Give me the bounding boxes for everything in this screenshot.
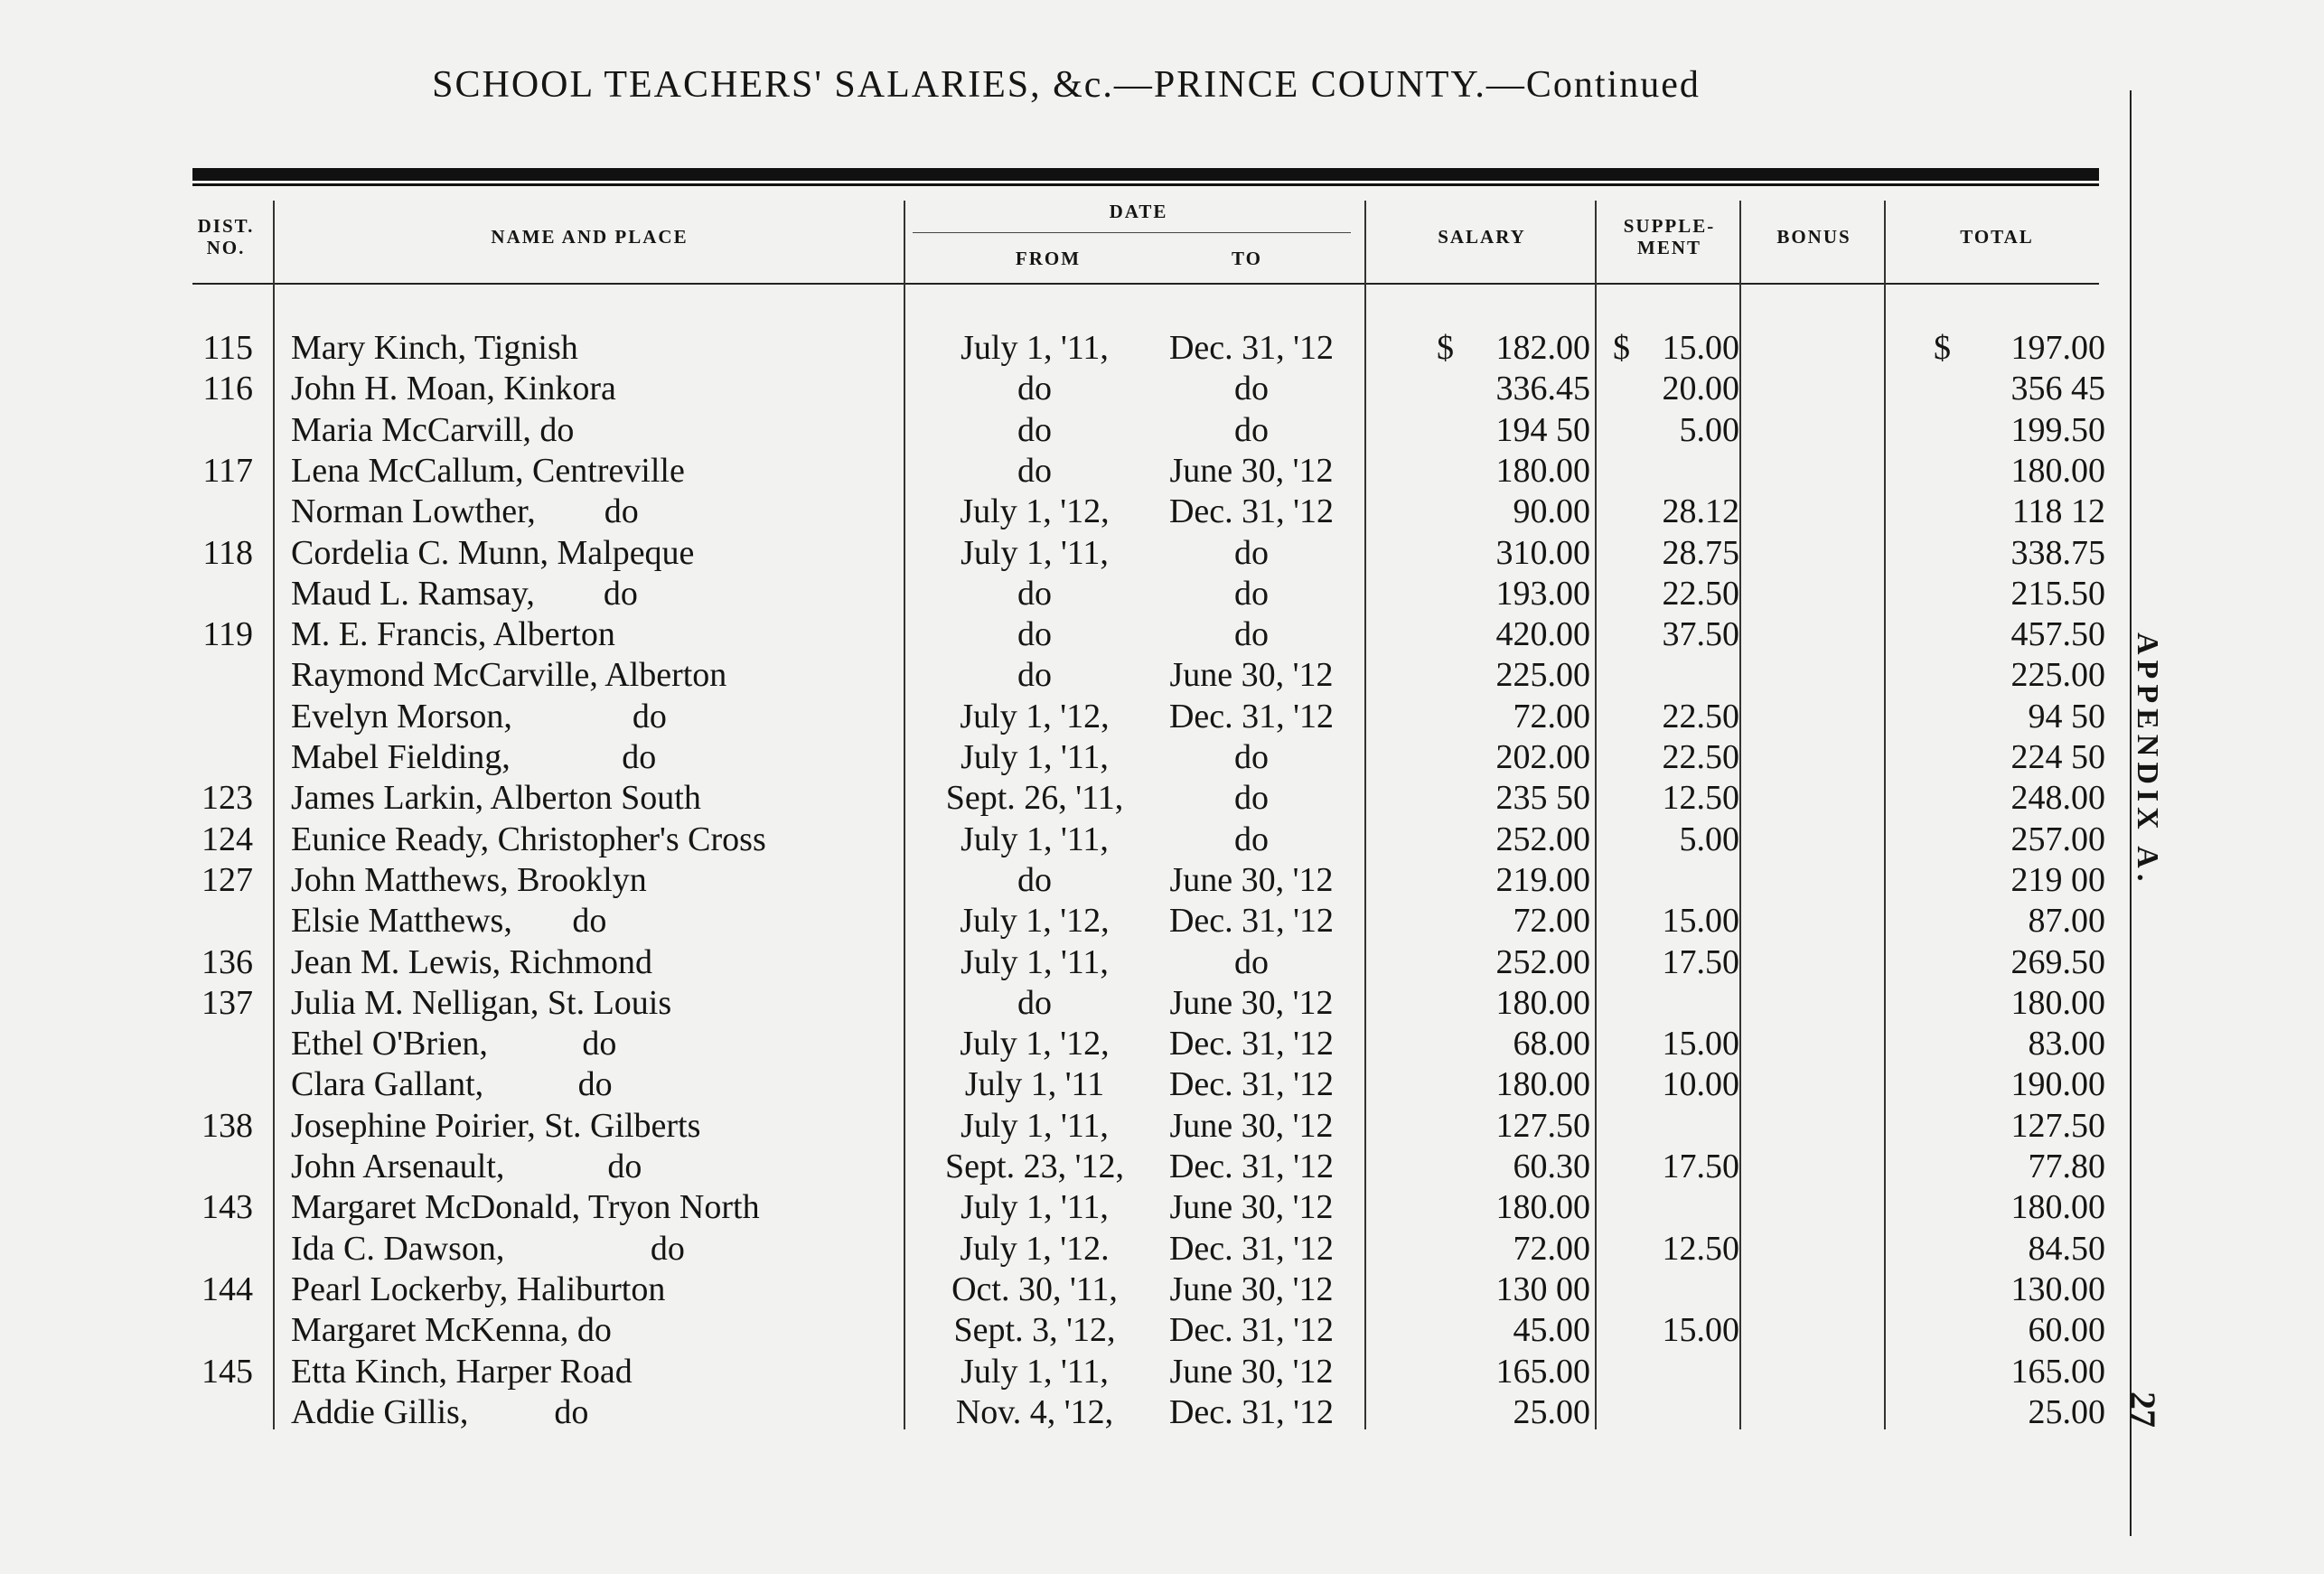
total-cell: 199.50 (2010, 410, 2105, 449)
dist-cell: 143 (201, 1188, 253, 1227)
name-place-cell: Pearl Lockerby, Haliburton (291, 1270, 666, 1308)
name-place-cell: Josephine Poirier, St. Gilberts (291, 1106, 701, 1145)
date-from-cell: do (1017, 615, 1052, 654)
dist-cell: 116 (202, 370, 253, 408)
page-title: SCHOOL TEACHERS' SALARIES, &c.—PRINCE COUNTY.—Continued (432, 64, 1701, 106)
date-to-cell: Dec. 31, '12 (1168, 1229, 1335, 1268)
table-row (0, 410, 2132, 451)
date-from-cell: Nov. 4, '12, (955, 1392, 1114, 1431)
name-place-cell: Maud L. Ramsay, do (291, 574, 638, 613)
total-cell: 338.75 (2010, 533, 2105, 572)
name-place-cell: Julia M. Nelligan, St. Louis (291, 983, 672, 1022)
header-bonus: BONUS (1776, 226, 1851, 248)
table-row (0, 737, 2132, 778)
name-place-cell: Margaret McKenna, do (291, 1311, 612, 1350)
date-from-cell: July 1, '12, (960, 902, 1110, 941)
supplement-cell: 5.00 (1679, 410, 1739, 449)
date-to-cell: Dec. 31, '12 (1168, 1065, 1335, 1104)
name-place-cell: Cordelia C. Munn, Malpeque (291, 533, 695, 572)
date-from-cell: July 1, '11, (961, 738, 1109, 776)
table-row (0, 1024, 2132, 1064)
supplement-cell: 10.00 (1662, 1065, 1739, 1104)
page-number: 27 (2123, 1391, 2163, 1428)
name-place-cell: John Arsenault, do (291, 1148, 642, 1185)
date-to-cell: do (1234, 942, 1269, 981)
salary-cell: 45.00 (1513, 1311, 1590, 1350)
header-dist: DIST. NO. (197, 215, 255, 258)
name-place-cell: Evelyn Morson, do (291, 697, 667, 735)
date-to-cell: do (1234, 820, 1269, 858)
name-place-cell: Clara Gallant, do (291, 1065, 613, 1104)
total-cell: 269.50 (2010, 942, 2105, 981)
total-cell: 180.00 (2010, 451, 2105, 490)
total-cell: 190.00 (2010, 1065, 2105, 1104)
table-row (0, 1187, 2132, 1228)
supplement-cell: 28.12 (1662, 492, 1739, 531)
date-from-cell: July 1, '11, (961, 820, 1109, 858)
table-row (0, 655, 2132, 696)
salary-cell: 60.30 (1513, 1148, 1590, 1185)
dist-cell: 119 (202, 615, 253, 654)
date-from-cell: July 1, '12, (960, 492, 1110, 531)
top-thick-rule (192, 168, 2099, 181)
total-cell: 84.50 (2028, 1229, 2105, 1268)
supplement-cell: 28.75 (1662, 533, 1739, 572)
date-from-cell: Sept. 3, '12, (953, 1311, 1116, 1350)
total-cell: 219 00 (2010, 860, 2105, 899)
date-to-cell: do (1234, 410, 1269, 449)
date-to-cell: June 30, '12 (1169, 451, 1334, 490)
name-place-cell: Elsie Matthews, do (291, 902, 607, 941)
date-to-cell: June 30, '12 (1169, 983, 1334, 1022)
header-bottom-rule (192, 283, 2099, 285)
date-from-cell: July 1, '11, (961, 942, 1109, 981)
date-to-cell: Dec. 31, '12 (1168, 697, 1335, 735)
total-cell: 83.00 (2028, 1025, 2105, 1063)
total-cell: 94 50 (2028, 697, 2105, 735)
table-row (0, 1229, 2132, 1270)
date-to-cell: Dec. 31, '12 (1168, 492, 1335, 531)
dollar-sign-total: $ (1934, 329, 1951, 367)
header-name: NAME AND PLACE (491, 226, 689, 248)
table-row (0, 574, 2132, 614)
name-place-cell: Lena McCallum, Centreville (291, 451, 685, 490)
date-from-cell: July 1, '11, (961, 1352, 1109, 1391)
supplement-cell: 22.50 (1662, 738, 1739, 776)
date-from-cell: Sept. 23, '12, (945, 1148, 1124, 1185)
salary-cell: 180.00 (1495, 1065, 1590, 1104)
date-from-cell: do (1017, 370, 1052, 408)
total-cell: 356 45 (2010, 370, 2105, 408)
total-cell: 127.50 (2010, 1106, 2105, 1145)
date-from-cell: Sept. 26, '11, (945, 779, 1124, 818)
total-cell: 130.00 (2010, 1270, 2105, 1308)
table-row (0, 1352, 2132, 1392)
dist-cell: 118 (202, 533, 253, 572)
name-place-cell: Ethel O'Brien, do (291, 1025, 617, 1063)
name-place-cell: James Larkin, Alberton South (291, 779, 701, 818)
date-from-cell: July 1, '12. (960, 1229, 1110, 1268)
table-row (0, 492, 2132, 532)
name-place-cell: Jean M. Lewis, Richmond (291, 942, 653, 981)
salary-cell: 165.00 (1495, 1352, 1590, 1391)
name-place-cell: John H. Moan, Kinkora (291, 370, 616, 408)
table-row (0, 614, 2132, 655)
salary-cell: 310.00 (1495, 533, 1590, 572)
salary-cell: 193.00 (1495, 574, 1590, 613)
total-cell: 457.50 (2010, 615, 2105, 654)
salary-cell: 72.00 (1513, 1229, 1590, 1268)
total-cell: 257.00 (2010, 820, 2105, 858)
total-cell: 225.00 (2010, 656, 2105, 695)
date-to-cell: Dec. 31, '12 (1168, 329, 1335, 367)
salary-cell: 202.00 (1495, 738, 1590, 776)
top-thin-rule (192, 183, 2099, 186)
total-cell: 197.00 (2010, 329, 2105, 367)
table-row (0, 860, 2132, 901)
date-from-cell: do (1017, 860, 1052, 899)
total-cell: 180.00 (2010, 983, 2105, 1022)
salary-cell: 90.00 (1513, 492, 1590, 531)
date-to-cell: Dec. 31, '12 (1168, 1392, 1335, 1431)
date-to-cell: do (1234, 370, 1269, 408)
dist-cell: 137 (201, 983, 253, 1022)
date-to-cell: do (1234, 574, 1269, 613)
salary-cell: 252.00 (1495, 942, 1590, 981)
dist-cell: 117 (202, 451, 253, 490)
dist-cell: 144 (201, 1270, 253, 1308)
name-place-cell: Raymond McCarville, Alberton (291, 656, 727, 695)
table-row (0, 1064, 2132, 1105)
date-to-cell: June 30, '12 (1169, 1106, 1334, 1145)
table-row (0, 1106, 2132, 1147)
date-to-cell: Dec. 31, '12 (1168, 902, 1335, 941)
table-row (0, 901, 2132, 942)
dist-cell: 138 (201, 1106, 253, 1145)
total-cell: 165.00 (2010, 1352, 2105, 1391)
supplement-cell: 22.50 (1662, 574, 1739, 613)
name-place-cell: Mary Kinch, Tignish (291, 329, 578, 367)
total-cell: 248.00 (2010, 779, 2105, 818)
salary-cell: 25.00 (1513, 1392, 1590, 1431)
name-place-cell: Ida C. Dawson, do (291, 1229, 685, 1268)
name-place-cell: Addie Gillis, do (291, 1392, 589, 1431)
supplement-cell: 5.00 (1679, 820, 1739, 858)
total-cell: 180.00 (2010, 1188, 2105, 1227)
salary-cell: 180.00 (1495, 1188, 1590, 1227)
salary-cell: 225.00 (1495, 656, 1590, 695)
salary-cell: 130 00 (1495, 1270, 1590, 1308)
dollar-sign-supplement: $ (1613, 329, 1630, 367)
table-row (0, 820, 2132, 860)
salary-cell: 194 50 (1495, 410, 1590, 449)
supplement-cell: 17.50 (1662, 942, 1739, 981)
name-place-cell: Mabel Fielding, do (291, 738, 657, 776)
total-cell: 215.50 (2010, 574, 2105, 613)
date-to-cell: June 30, '12 (1169, 1352, 1334, 1391)
table-row (0, 942, 2132, 983)
supplement-cell: 20.00 (1662, 370, 1739, 408)
date-from-cell: do (1017, 983, 1052, 1022)
salary-cell: 127.50 (1495, 1106, 1590, 1145)
table-row (0, 328, 2132, 369)
date-to-cell: do (1234, 779, 1269, 818)
date-divider-rule (913, 232, 1351, 233)
dist-cell: 145 (201, 1352, 253, 1391)
salary-cell: 219.00 (1495, 860, 1590, 899)
date-from-cell: do (1017, 410, 1052, 449)
date-from-cell: July 1, '12, (960, 697, 1110, 735)
salary-cell: 420.00 (1495, 615, 1590, 654)
table-row (0, 1270, 2132, 1310)
header-to: TO (1232, 248, 1262, 269)
total-cell: 224 50 (2010, 738, 2105, 776)
name-place-cell: Norman Lowther, do (291, 492, 639, 531)
table-row (0, 778, 2132, 819)
dist-cell: 115 (202, 329, 253, 367)
name-place-cell: Etta Kinch, Harper Road (291, 1352, 633, 1391)
date-from-cell: July 1, '11, (961, 329, 1109, 367)
date-to-cell: Dec. 31, '12 (1168, 1148, 1335, 1185)
total-cell: 77.80 (2028, 1148, 2105, 1185)
salary-cell: 252.00 (1495, 820, 1590, 858)
date-from-cell: July 1, '11, (961, 533, 1109, 572)
date-from-cell: do (1017, 451, 1052, 490)
date-to-cell: June 30, '12 (1169, 1270, 1334, 1308)
date-from-cell: July 1, '11, (961, 1106, 1109, 1145)
table-row (0, 533, 2132, 574)
appendix-side-label: APPENDIX A. (2131, 632, 2164, 887)
name-place-cell: Maria McCarvill, do (291, 410, 575, 449)
header-date: DATE (1109, 201, 1168, 222)
table-row (0, 1392, 2132, 1433)
supplement-cell: 12.50 (1662, 1229, 1739, 1268)
date-to-cell: Dec. 31, '12 (1168, 1025, 1335, 1063)
date-to-cell: do (1234, 738, 1269, 776)
salary-cell: 182.00 (1495, 329, 1590, 367)
dist-cell: 127 (201, 860, 253, 899)
dist-cell: 124 (201, 820, 253, 858)
supplement-cell: 15.00 (1662, 1025, 1739, 1063)
name-place-cell: M. E. Francis, Alberton (291, 615, 615, 654)
total-cell: 60.00 (2028, 1311, 2105, 1350)
salary-cell: 336.45 (1495, 370, 1590, 408)
dist-cell: 123 (201, 779, 253, 818)
date-from-cell: do (1017, 574, 1052, 613)
supplement-cell: 15.00 (1662, 902, 1739, 941)
date-from-cell: do (1017, 656, 1052, 695)
date-to-cell: June 30, '12 (1169, 1188, 1334, 1227)
header-from: FROM (1015, 248, 1082, 269)
table-row (0, 983, 2132, 1024)
date-to-cell: do (1234, 533, 1269, 572)
supplement-cell: 22.50 (1662, 697, 1739, 735)
date-from-cell: July 1, '11, (961, 1188, 1109, 1227)
table-row (0, 369, 2132, 409)
name-place-cell: Margaret McDonald, Tryon North (291, 1188, 760, 1227)
table-row (0, 697, 2132, 737)
salary-cell: 180.00 (1495, 983, 1590, 1022)
total-cell: 118 12 (2011, 492, 2105, 531)
table-row (0, 451, 2132, 492)
salary-cell: 72.00 (1513, 697, 1590, 735)
supplement-cell: 12.50 (1662, 779, 1739, 818)
date-from-cell: Oct. 30, '11, (951, 1270, 1118, 1308)
dist-cell: 136 (201, 942, 253, 981)
supplement-cell: 37.50 (1662, 615, 1739, 654)
salary-cell: 72.00 (1513, 902, 1590, 941)
supplement-cell: 15.00 (1662, 1311, 1739, 1350)
salary-cell: 68.00 (1513, 1025, 1590, 1063)
table-row (0, 1310, 2132, 1351)
date-to-cell: June 30, '12 (1169, 656, 1334, 695)
name-place-cell: Eunice Ready, Christopher's Cross (291, 820, 766, 858)
date-to-cell: do (1234, 615, 1269, 654)
total-cell: 87.00 (2028, 902, 2105, 941)
salary-cell: 235 50 (1495, 779, 1590, 818)
date-from-cell: July 1, '12, (960, 1025, 1110, 1063)
supplement-cell: 15.00 (1662, 329, 1739, 367)
header-total: TOTAL (1960, 226, 2034, 248)
name-place-cell: John Matthews, Brooklyn (291, 860, 647, 899)
header-salary: SALARY (1438, 226, 1526, 248)
dollar-sign-salary: $ (1437, 329, 1454, 367)
total-cell: 25.00 (2028, 1392, 2105, 1431)
table-row (0, 1147, 2132, 1187)
supplement-cell: 17.50 (1662, 1148, 1739, 1185)
date-to-cell: Dec. 31, '12 (1168, 1311, 1335, 1350)
salary-cell: 180.00 (1495, 451, 1590, 490)
date-from-cell: July 1, '11 (964, 1065, 1105, 1104)
header-supplement: SUPPLE- MENT (1623, 215, 1716, 258)
date-to-cell: June 30, '12 (1169, 860, 1334, 899)
